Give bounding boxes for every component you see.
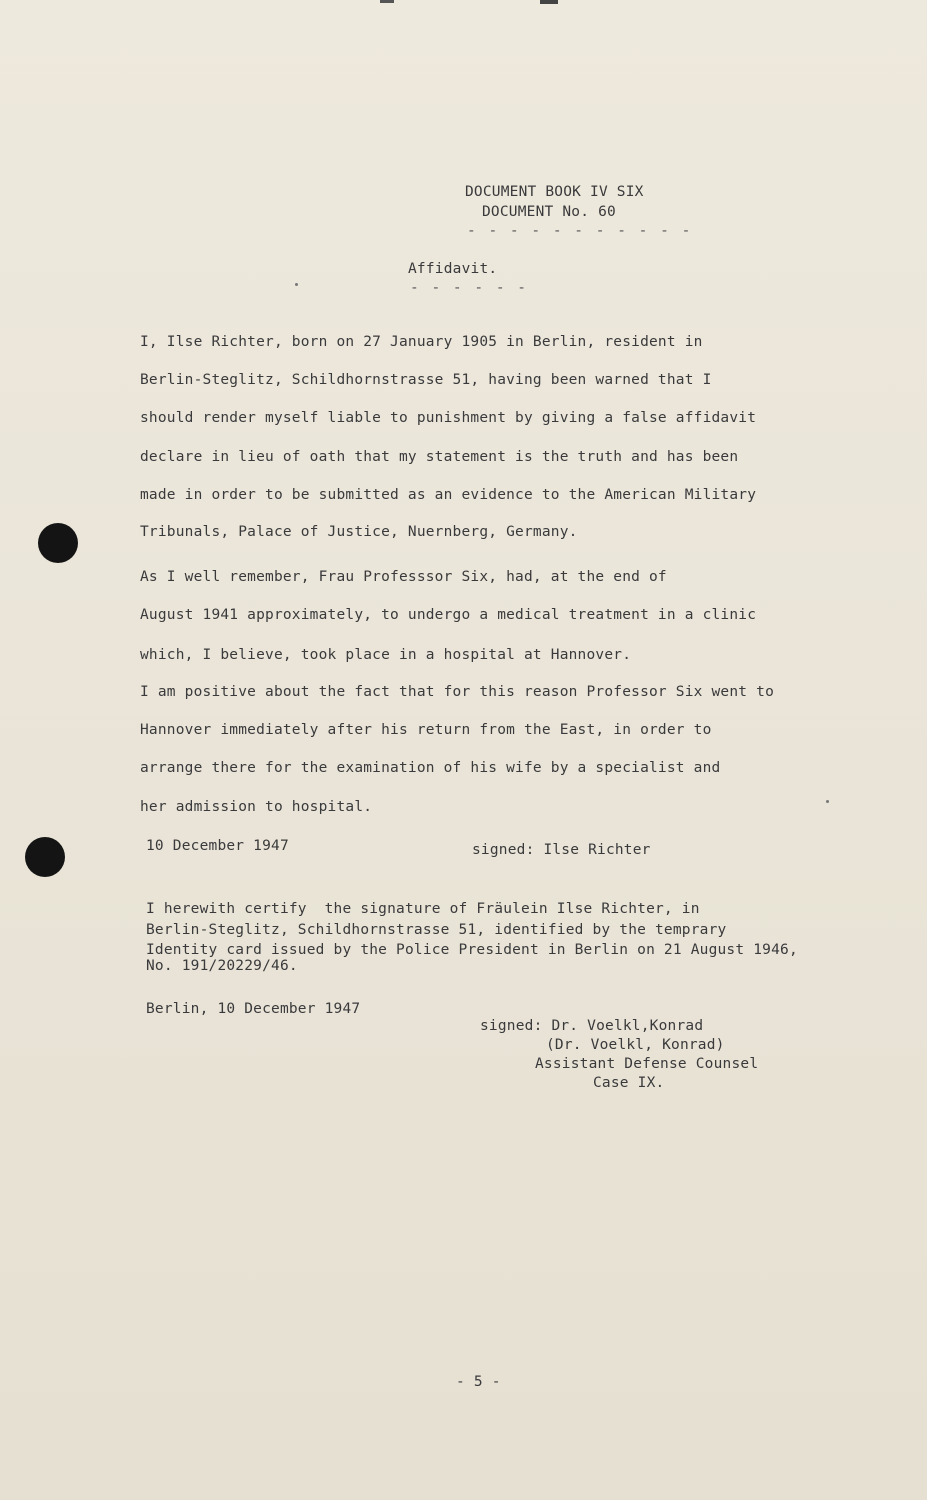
affiant-signature: signed: Ilse Richter [472, 842, 651, 858]
counsel-role: Assistant Defense Counsel [535, 1056, 759, 1072]
document-number-label: DOCUMENT No. 60 [482, 204, 616, 220]
text-line: No. 191/20229/46. [146, 958, 298, 974]
text-line: declare in lieu of oath that my statement is the truth and has been [140, 449, 739, 465]
affidavit-date: 10 December 1947 [146, 838, 289, 854]
text-line: I herewith certify the signature of Fräulein Ilse Richter, in [146, 901, 700, 917]
text-line: August 1941 approximately, to undergo a medical treatment in a clinic [140, 607, 757, 623]
text-line: arrange there for the examination of his wife by a specialist and [140, 760, 721, 776]
title-underline: - - - - - - [410, 280, 529, 296]
header-underline: - - - - - - - - - - - [467, 223, 693, 239]
text-line: Berlin-Steglitz, Schildhornstrasse 51, identified by the temprary [146, 922, 727, 938]
text-line: Tribunals, Palace of Justice, Nuernberg, Germany. [140, 524, 578, 540]
punch-hole-top [38, 523, 78, 563]
page-edge-mark [380, 0, 394, 3]
affidavit-title: Affidavit. [408, 261, 498, 277]
counsel-name: (Dr. Voelkl, Konrad) [546, 1037, 725, 1053]
page-edge-mark [540, 0, 558, 4]
text-line: should render myself liable to punishment by giving a false affidavit [140, 410, 757, 426]
text-line: Berlin-Steglitz, Schildhornstrasse 51, having been warned that I [140, 372, 712, 388]
text-line: her admission to hospital. [140, 799, 373, 815]
certification-place-date: Berlin, 10 December 1947 [146, 1001, 361, 1017]
text-line: I am positive about the fact that for this reason Professor Six went to [140, 684, 775, 700]
paper-speck [826, 800, 829, 803]
punch-hole-bottom [25, 837, 65, 877]
text-line: which, I believe, took place in a hospital at Hannover. [140, 647, 632, 663]
counsel-signature: signed: Dr. Voelkl,Konrad [480, 1018, 704, 1034]
document-book-label: DOCUMENT BOOK IV SIX [465, 184, 644, 200]
paper-speck [295, 283, 298, 286]
text-line: I, Ilse Richter, born on 27 January 1905 in Berlin, resident in [140, 334, 703, 350]
text-line: Identity card issued by the Police President in Berlin on 21 August 1946, [146, 942, 798, 958]
text-line: made in order to be submitted as an evidence to the American Military [140, 487, 757, 503]
text-line: Hannover immediately after his return from the East, in order to [140, 722, 712, 738]
page-number: - 5 - [456, 1374, 501, 1390]
case-label: Case IX. [593, 1075, 665, 1091]
text-line: As I well remember, Frau Professsor Six, had, at the end of [140, 569, 667, 585]
